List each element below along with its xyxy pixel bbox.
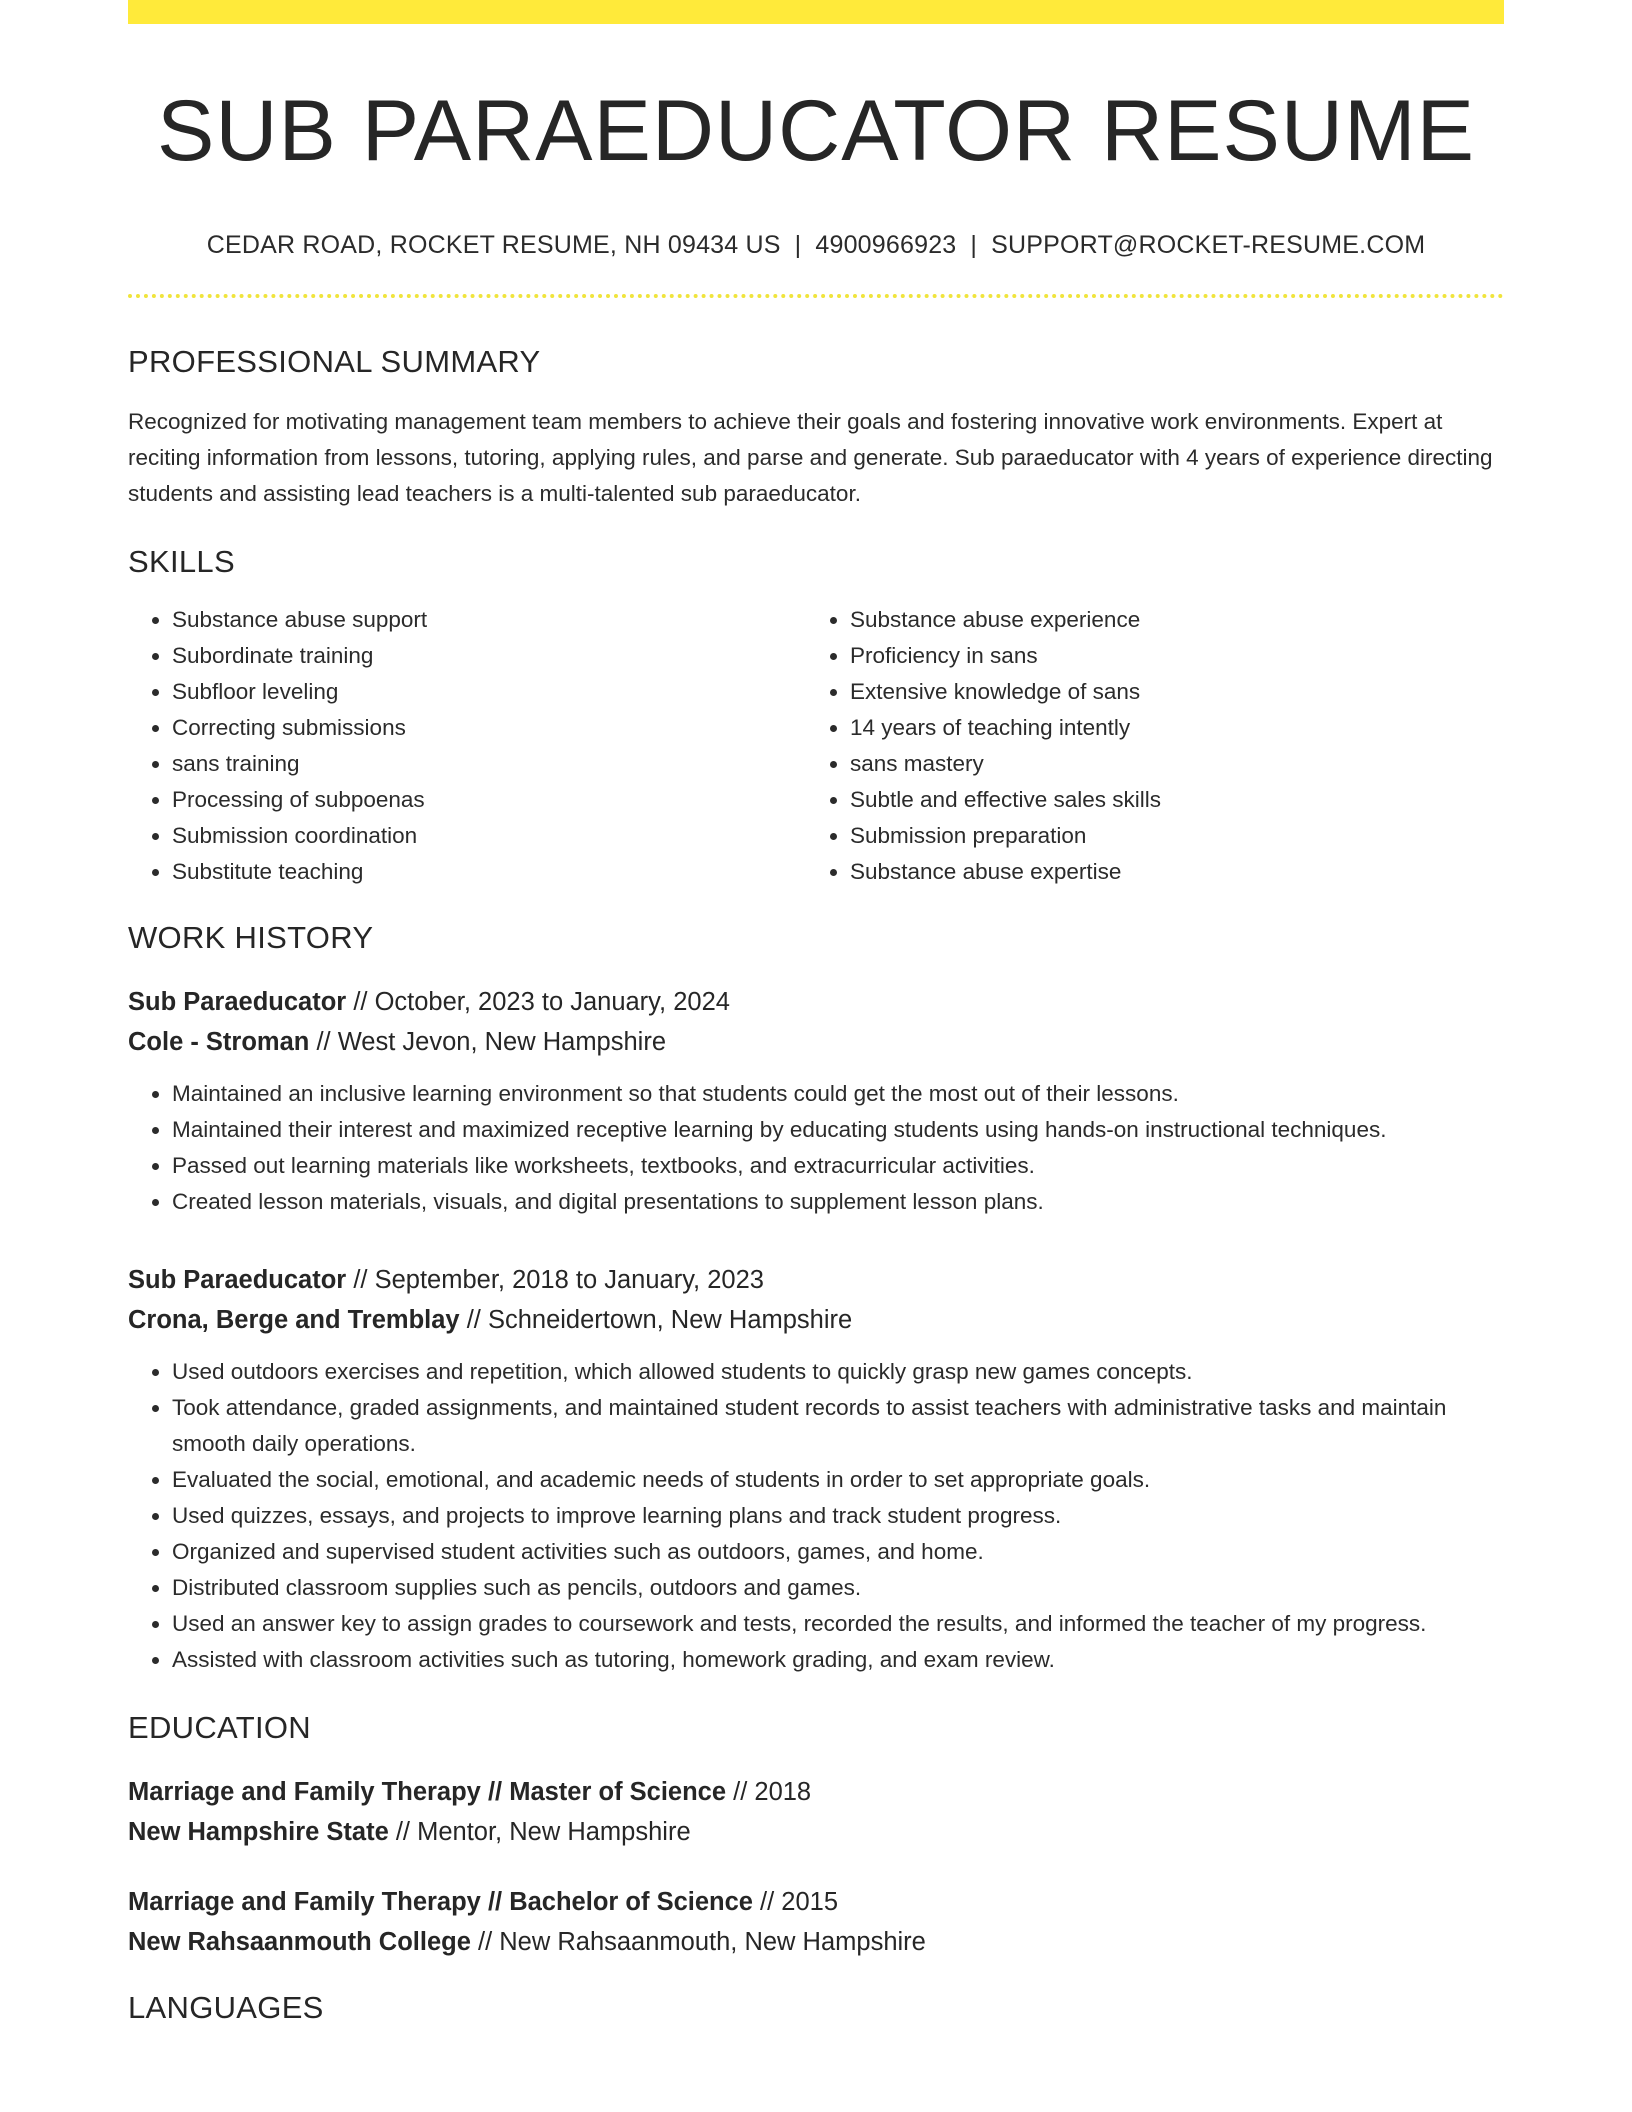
education-degree-line [128, 1882, 1504, 1922]
skills-column-left [128, 602, 806, 890]
skill-item: • Extensive knowledge of sans [850, 674, 1484, 710]
job-role: Sub Paraeducator [128, 987, 347, 1016]
skills-column-right [806, 602, 1484, 890]
job-title-line [128, 1260, 1504, 1300]
job-bullet: • Used an answer key to assign grades to coursework and tests, recorded the results, and informed the teacher of my progress. [172, 1606, 1504, 1642]
work-history-heading: WORK HISTORY [128, 919, 374, 955]
summary-text: Recognized for motivating management team members to achieve their goals and fostering innovative work environments. Expert at reciting information from lessons, tutoring, applying rules, and parse and generate. Sub paraeducator with 4 years of experience directing students and assisting lead teachers is a multi-talented sub paraeducator. [128, 408, 1493, 506]
skill-item: • Processing of subpoenas [172, 782, 806, 818]
job-title-line [128, 982, 1504, 1022]
skill-item: • sans training [172, 746, 806, 782]
contact-address: CEDAR ROAD, ROCKET RESUME, NH 09434 US [206, 230, 781, 259]
resume-page [128, 24, 1504, 2026]
job-company: Cole - Stroman [128, 1027, 310, 1056]
contact-email: SUPPORT@ROCKET-RESUME.COM [991, 230, 1426, 259]
education-year: // 2018 [726, 1777, 812, 1806]
contact-separator: | [970, 230, 978, 259]
job-bullet: • Created lesson materials, visuals, and digital presentations to supplement lesson plans. [172, 1184, 1504, 1220]
summary-heading: PROFESSIONAL SUMMARY [128, 343, 541, 379]
job-bullet: • Assisted with classroom activities such as tutoring, homework grading, and exam review. [172, 1642, 1504, 1678]
job-role: Sub Paraeducator [128, 1265, 347, 1294]
job-company-line [128, 1022, 1504, 1062]
job-company-line [128, 1300, 1504, 1340]
job-bullets [128, 1076, 1504, 1220]
contact-separator: | [794, 230, 802, 259]
job-bullet: • Used outdoors exercises and repetition, which allowed students to quickly grasp new games concepts. [172, 1354, 1504, 1390]
education-school-line [128, 1812, 1504, 1852]
education-heading: EDUCATION [128, 1709, 311, 1745]
job-location: // West Jevon, New Hampshire [309, 1027, 667, 1056]
contact-line [128, 231, 1504, 260]
skills-list [128, 602, 1504, 890]
job-bullets [128, 1354, 1504, 1678]
job-dates: // September, 2018 to January, 2023 [346, 1265, 764, 1294]
skill-item: • Substance abuse support [172, 602, 806, 638]
job-bullet: • Maintained an inclusive learning environment so that students could get the most out of their lessons. [172, 1076, 1504, 1112]
job-bullet: • Maintained their interest and maximized receptive learning by educating students using hands-on instructional techniques. [172, 1112, 1504, 1148]
skill-item: • Subtle and effective sales skills [850, 782, 1484, 818]
contact-phone: 4900966923 [815, 230, 957, 259]
skill-item: • 14 years of teaching intently [850, 710, 1484, 746]
skill-item: • Correcting submissions [172, 710, 806, 746]
resume-title: SUB PARAEDUCATOR RESUME [157, 83, 1475, 179]
job-dates: // October, 2023 to January, 2024 [346, 987, 730, 1016]
education-degree-line [128, 1772, 1504, 1812]
skills-heading: SKILLS [128, 543, 235, 579]
education-school: New Rahsaanmouth College [128, 1927, 471, 1956]
education-school-line [128, 1922, 1504, 1962]
skill-item: • Submission preparation [850, 818, 1484, 854]
skill-item: • Substitute teaching [172, 854, 806, 890]
education-year: // 2015 [752, 1887, 839, 1916]
job-bullet: • Used quizzes, essays, and projects to improve learning plans and track student progress. [172, 1498, 1504, 1534]
education-entry [128, 1772, 1504, 1852]
education-degree: Marriage and Family Therapy // Master of Science [128, 1777, 727, 1806]
skill-item: • Substance abuse expertise [850, 854, 1484, 890]
job-entry [128, 982, 1504, 1220]
education-degree: Marriage and Family Therapy // Bachelor of Science [128, 1887, 753, 1916]
job-bullet: • Evaluated the social, emotional, and academic needs of students in order to set appropriate goals. [172, 1462, 1504, 1498]
job-bullet: • Distributed classroom supplies such as pencils, outdoors and games. [172, 1570, 1504, 1606]
job-bullet: • Passed out learning materials like worksheets, textbooks, and extracurricular activities. [172, 1148, 1504, 1184]
job-bullet: • Took attendance, graded assignments, and maintained student records to assist teachers with administrative tasks and maintain smooth daily operations. [172, 1390, 1504, 1462]
job-entry [128, 1260, 1504, 1678]
skill-item: • Subordinate training [172, 638, 806, 674]
skill-item: • Submission coordination [172, 818, 806, 854]
accent-bar [128, 0, 1504, 24]
skill-item: • sans mastery [850, 746, 1484, 782]
skill-item: • Proficiency in sans [850, 638, 1484, 674]
header-divider [128, 294, 1504, 298]
skill-item: • Subfloor leveling [172, 674, 806, 710]
job-company: Crona, Berge and Tremblay [128, 1305, 460, 1334]
languages-heading: LANGUAGES [128, 1989, 324, 2025]
job-bullet: • Organized and supervised student activities such as outdoors, games, and home. [172, 1534, 1504, 1570]
education-entry [128, 1882, 1504, 1962]
education-location: // New Rahsaanmouth, New Hampshire [470, 1927, 926, 1956]
job-location: // Schneidertown, New Hampshire [459, 1305, 853, 1334]
education-location: // Mentor, New Hampshire [388, 1817, 691, 1846]
skill-item: • Substance abuse experience [850, 602, 1484, 638]
education-school: New Hampshire State [128, 1817, 389, 1846]
